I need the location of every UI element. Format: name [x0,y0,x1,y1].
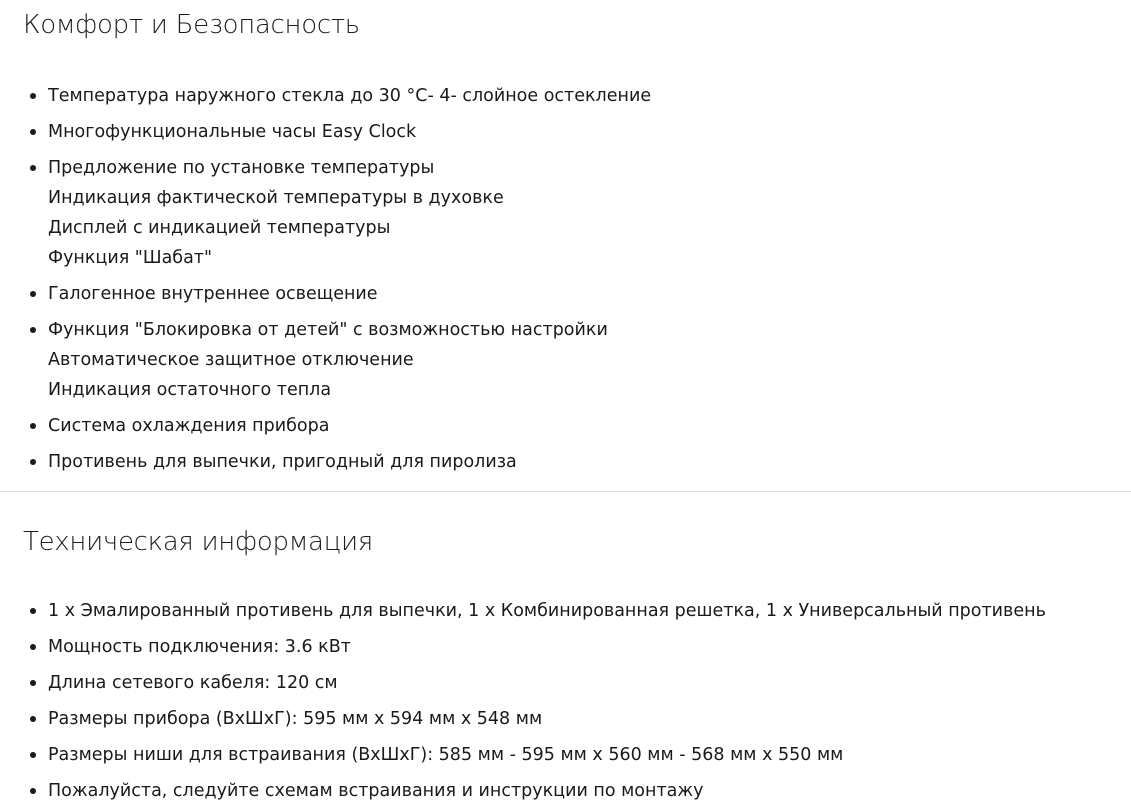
technical-spec-item [0,632,1046,662]
section-divider [0,491,1131,492]
technical-spec-list [0,596,1046,812]
bullet-icon [30,459,36,465]
list-item-text: Многофункциональные часы Easy Clock [48,122,417,142]
list-item-text: Температура наружного стекла до 30 °C- 4- слойное остекление [48,86,652,106]
bullet-icon [30,644,36,650]
technical-spec-item [0,776,1046,806]
list-item-text: Дисплей с индикацией температуры [48,218,391,238]
technical-spec-item [0,668,1046,698]
bullet-icon [30,423,36,429]
list-item-text: Размеры прибора (ВхШхГ): 595 мм x 594 мм x 548 мм [48,709,543,729]
bullet-icon [30,608,36,614]
list-item-text: Автоматическое защитное отключение [48,350,414,370]
comfort-feature-item [0,279,651,309]
list-item-text: Индикация остаточного тепла [48,380,332,400]
technical-spec-item [0,740,1046,770]
list-item-text: Галогенное внутреннее освещение [48,284,378,304]
list-item-text: Размеры ниши для встраивания (ВхШхГ): 585 мм - 595 мм x 560 мм - 568 мм x 550 мм [48,745,844,765]
bullet-icon [30,752,36,758]
list-item-text: Функция "Блокировка от детей" с возможностью настройки [48,320,608,340]
comfort-feature-item [0,411,651,441]
comfort-feature-item [0,315,651,405]
comfort-feature-item [0,117,651,147]
list-item-text: Противень для выпечки, пригодный для пиролиза [48,452,517,472]
technical-spec-item [0,596,1046,626]
comfort-feature-item [0,81,651,111]
comfort-safety-heading: Комфорт и Безопасность [23,10,360,40]
comfort-feature-item [0,447,651,477]
technical-info-heading: Техническая информация [23,527,373,557]
bullet-icon [30,165,36,171]
list-item-text: Пожалуйста, следуйте схемам встраивания и инструкции по монтажу [48,781,704,801]
bullet-icon [30,129,36,135]
bullet-icon [30,680,36,686]
technical-spec-item [0,704,1046,734]
comfort-feature-item [0,153,651,273]
list-item-text: Индикация фактической температуры в духовке [48,188,504,208]
comfort-feature-list [0,81,651,483]
list-item-text: Функция "Шабат" [48,248,213,268]
bullet-icon [30,716,36,722]
list-item-text: Предложение по установке температуры [48,158,435,178]
bullet-icon [30,291,36,297]
list-item-text: Мощность подключения: 3.6 кВт [48,637,351,657]
list-item-text: Длина сетевого кабеля: 120 см [48,673,338,693]
bullet-icon [30,93,36,99]
list-item-text: Система охлаждения прибора [48,416,330,436]
bullet-icon [30,327,36,333]
list-item-text: 1 x Эмалированный противень для выпечки, 1 x Комбинированная решетка, 1 x Универсальный противень [48,601,1046,621]
bullet-icon [30,788,36,794]
